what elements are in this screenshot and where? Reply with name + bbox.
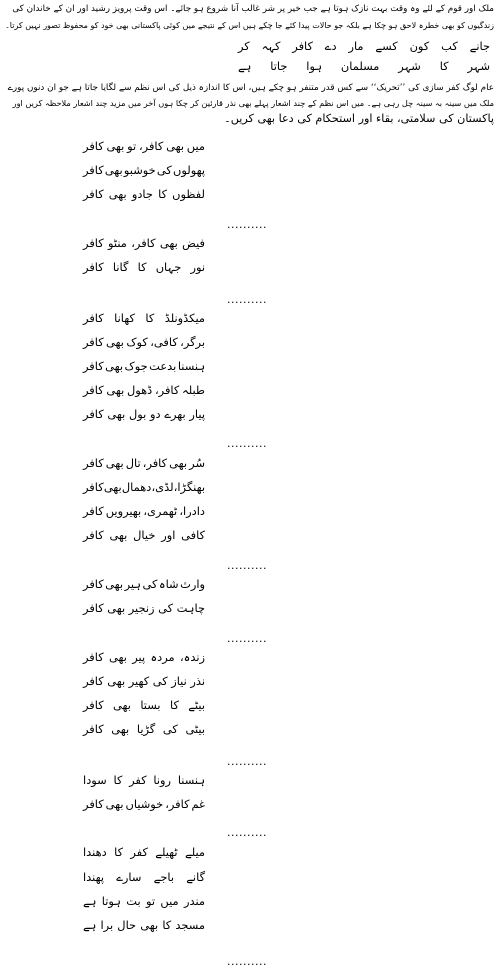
verse-word: کافر، (155, 383, 180, 397)
verse-word: کا (145, 311, 155, 325)
verse-word: کا (113, 773, 123, 787)
poem-line (83, 456, 205, 470)
verse-word: بھی (108, 187, 127, 201)
verse-word: کفر (129, 773, 147, 787)
intro-line-2: زندگیوں کو بھی خطرہ لاحق ہو چکا ہے بلکہ جو حالات پیدا کئے جا چکے ہیں اس کے نتیجے میں کوئی پاکستانی بھی خود کو محفوظ تصور نہیں کرتا۔ (5, 21, 494, 30)
verse-word: بیٹی (185, 722, 205, 736)
verse-word: کفر (130, 845, 148, 859)
verse-word: کا (439, 59, 449, 73)
verse-word: بھی (107, 407, 126, 421)
verse-word: کی (152, 674, 168, 688)
verse-word: جوک (124, 359, 148, 373)
verse-word: کافر (83, 163, 104, 177)
couplet-line-2 (238, 59, 490, 73)
stanza-separator: .......... (227, 826, 267, 839)
verse-word: اور (161, 528, 176, 542)
verse-word: کھیر (128, 674, 150, 688)
verse-word: شہر (398, 59, 421, 73)
verse-word: دو (150, 407, 161, 421)
poem-line (83, 601, 205, 615)
verse-word: خوشیاں (125, 797, 164, 811)
verse-word: بھی (108, 650, 127, 664)
verse-word: برا (100, 918, 114, 932)
verse-word: بھی (107, 674, 126, 688)
verse-word: کافر، (131, 236, 156, 250)
verse-word: ہے (83, 918, 97, 932)
verse-word: دھمال (121, 480, 152, 494)
verse-word: سارے (116, 870, 142, 884)
poem-line (83, 383, 205, 397)
verse-word: وارث (180, 577, 205, 591)
verse-word: جادو (131, 187, 153, 201)
verse-word: پیر (132, 650, 146, 664)
verse-word: ہنسنا (177, 773, 205, 787)
verse-word: کافر، (142, 456, 168, 470)
verse-word: بھیرویں (105, 504, 142, 518)
verse-word: منٹو (108, 236, 127, 250)
verse-word: بھی (113, 698, 131, 712)
poem-line (83, 528, 205, 542)
stanza-separator: .......... (227, 218, 267, 231)
verse-word: مسلمان (340, 59, 380, 73)
verse-word: بھی (159, 236, 178, 250)
verse-word: شہر (467, 59, 490, 73)
poem-line (83, 139, 205, 153)
verse-word: زندہ، (179, 650, 205, 664)
verse-word: نور (190, 260, 205, 274)
poem-line (83, 577, 205, 591)
verse-word: بھنگڑا، (173, 480, 205, 494)
verse-word: کوک (126, 335, 148, 349)
verse-word: پھولوں (172, 163, 205, 177)
poem-line (83, 797, 205, 811)
verse-word: کھانا (114, 311, 135, 325)
poem-line (83, 335, 205, 349)
verse-word: میلے (185, 845, 205, 859)
verse-word: پھندا (83, 870, 105, 884)
verse-word: بھی (106, 383, 125, 397)
poem-line (83, 650, 205, 664)
verse-word: میکڈونلڈ (164, 311, 205, 325)
verse-word: ٹھیلے (155, 845, 178, 859)
verse-word: کی (162, 722, 178, 736)
verse-word: کافر (83, 698, 104, 712)
verse-word: کہہ (261, 39, 281, 53)
verse-word: بدعت (149, 359, 177, 373)
verse-word: خیال (133, 528, 156, 542)
verse-word: ہیر (124, 577, 141, 591)
verse-word: تو (146, 894, 156, 908)
verse-word: مندر (183, 894, 205, 908)
poem-line (83, 260, 205, 274)
verse-word: کافر (83, 577, 104, 591)
verse-word: تال (125, 456, 141, 470)
poem-line (83, 773, 205, 787)
verse-word: میں (160, 894, 179, 908)
stanza-separator: .......... (227, 755, 267, 768)
poem-line (83, 504, 205, 518)
verse-word: پیار (189, 407, 205, 421)
verse-word: کسے (375, 39, 398, 53)
verse-word: ہوتا (101, 894, 121, 908)
verse-word: طبلہ (182, 383, 205, 397)
verse-word: بھی (105, 456, 124, 470)
verse-word: کافر (83, 797, 104, 811)
poem-line (83, 722, 205, 736)
verse-word: ہے (238, 59, 252, 73)
verse-word: کافر (83, 601, 104, 615)
verse-word: بھی (109, 528, 128, 542)
verse-word: شاہ (158, 577, 179, 591)
body-line-2: ملک میں سینہ بہ سینہ چل رہی ہے۔ میں اس نظم کے چند اشعار پہلے بھی نذر قارئین کر چکا ہوں آخر میں مزید چند اشعار ملاحظہ کریں اور (12, 98, 494, 108)
verse-word: کافر (83, 456, 104, 470)
verse-word: بول (128, 407, 147, 421)
verse-word: کافر، (165, 797, 190, 811)
verse-word: سُر (189, 456, 205, 470)
verse-word: کافر (83, 311, 104, 325)
verse-word: سودا (83, 773, 107, 787)
verse-word: بھی (106, 139, 125, 153)
verse-word: جہاں (155, 260, 182, 274)
verse-word: کافی (181, 528, 205, 542)
verse-word: خوشبو (123, 163, 156, 177)
poem-line (83, 236, 205, 250)
poem-line (83, 870, 205, 884)
verse-word: نیاز (171, 674, 187, 688)
verse-word: چاہت (176, 601, 205, 615)
verse-word: کافر (83, 359, 104, 373)
verse-word: کافر (83, 383, 104, 397)
verse-word: بھی (106, 335, 124, 349)
verse-word: کا (162, 918, 172, 932)
poem-line (83, 918, 205, 932)
verse-word: بھی (169, 456, 188, 470)
verse-word: مسجد (175, 918, 205, 932)
stanza-separator: .......... (227, 955, 267, 968)
verse-word: رونا (153, 773, 172, 787)
verse-word: کافر (83, 650, 104, 664)
verse-word: ہوا (306, 59, 323, 73)
verse-word: کر (238, 39, 250, 53)
verse-word: باجے (153, 870, 175, 884)
couplet-line-1 (238, 39, 490, 53)
verse-word: ہے (83, 894, 97, 908)
verse-word: کافر (83, 139, 104, 153)
stanza-separator: .......... (227, 632, 267, 645)
verse-word: کافر (83, 674, 104, 688)
stanza-separator: .......... (227, 559, 267, 572)
verse-word: کافر (83, 528, 104, 542)
verse-word: گڑیا (136, 722, 156, 736)
poem-line (83, 311, 205, 325)
body-line-3: پاکستان کی سلامتی، بقاء اور استحکام کی دعا بھی کریں۔ (224, 112, 494, 125)
poem-line (83, 480, 205, 494)
poem-line (83, 894, 205, 908)
verse-word: کافر (83, 407, 104, 421)
verse-word: بت (126, 894, 141, 908)
poem-line (83, 163, 205, 177)
verse-word: نذر (190, 674, 205, 688)
verse-word: کون (409, 39, 430, 53)
poem-line (83, 359, 205, 373)
verse-word: کافر، (138, 139, 164, 153)
verse-word: بھی (111, 722, 130, 736)
verse-word: دے (324, 39, 337, 53)
verse-word: لفظوں (172, 187, 205, 201)
verse-word: لڈی، (151, 480, 174, 494)
intro-line-1: ملک اور قوم کے لئے وہ وقت بہت نازک ہوتا ہے جب خیر پر شر غالب آنا شروع ہو جائے۔ اس وقت پرویز رشید اور ان کے خاندان کی (12, 4, 494, 14)
verse-word: بیٹے (188, 698, 205, 712)
verse-word: کافر (83, 335, 104, 349)
verse-word: کافی، (150, 335, 178, 349)
verse-word: بھی (166, 139, 184, 153)
verse-word: کا (169, 698, 179, 712)
verse-word: کافر (292, 39, 313, 53)
verse-word: کا (137, 260, 147, 274)
verse-word: گانا (112, 260, 129, 274)
verse-word: دادرا، (179, 504, 205, 518)
verse-word: بھی (103, 480, 122, 494)
verse-word: گانے (186, 870, 205, 884)
verse-word: دھندا (83, 845, 107, 859)
verse-word: مار (348, 39, 364, 53)
verse-word: فیض (182, 236, 205, 250)
verse-word: بستا (140, 698, 161, 712)
poem-line (83, 674, 205, 688)
verse-word: کا (158, 187, 168, 201)
verse-word: میں (186, 139, 205, 153)
verse-word: ڈھول (127, 383, 153, 397)
verse-word: بھی (140, 918, 159, 932)
verse-word: زنجیر (128, 601, 155, 615)
verse-word: کب (441, 39, 458, 53)
verse-word: کافر (83, 187, 104, 201)
verse-word: بھرے (164, 407, 186, 421)
verse-word: بھی (105, 359, 124, 373)
verse-word: جانے (469, 39, 490, 53)
verse-word: کافر (83, 722, 104, 736)
verse-word: ٹھمری، (143, 504, 178, 518)
poem-line (83, 845, 205, 859)
verse-word: غم (191, 797, 205, 811)
verse-word: کی (156, 163, 172, 177)
verse-word: بھی (105, 577, 124, 591)
verse-word: بھی (107, 601, 126, 615)
verse-word: ہنسنا (177, 359, 205, 373)
verse-word: بھی (105, 797, 124, 811)
verse-word: کا (114, 845, 123, 859)
verse-word: بھی (104, 163, 123, 177)
verse-word: برگر، (180, 335, 205, 349)
poem-line (83, 407, 205, 421)
poem-line (83, 698, 205, 712)
verse-word: حال (117, 918, 137, 932)
body-line-1: عام لوگ کفر سازی کی ’’تحریک‘‘ سے کس قدر متنفر ہو چکے ہیں، اس کا اندازہ ذیل کی اس نظم سے لگایا جاتا ہے جو ان دنوں پورے (7, 83, 494, 93)
verse-word: کافر (83, 480, 104, 494)
verse-word: جاتا (270, 59, 288, 73)
poem-line (83, 187, 205, 201)
stanza-separator: .......... (227, 437, 267, 450)
verse-word: کافر (83, 504, 104, 518)
verse-word: کافر (83, 260, 104, 274)
verse-word: کافر (83, 236, 104, 250)
verse-word: مردہ (150, 650, 175, 664)
verse-word: تو (127, 139, 137, 153)
verse-word: کی (158, 601, 174, 615)
verse-word: کی (142, 577, 158, 591)
stanza-separator: .......... (227, 293, 267, 306)
